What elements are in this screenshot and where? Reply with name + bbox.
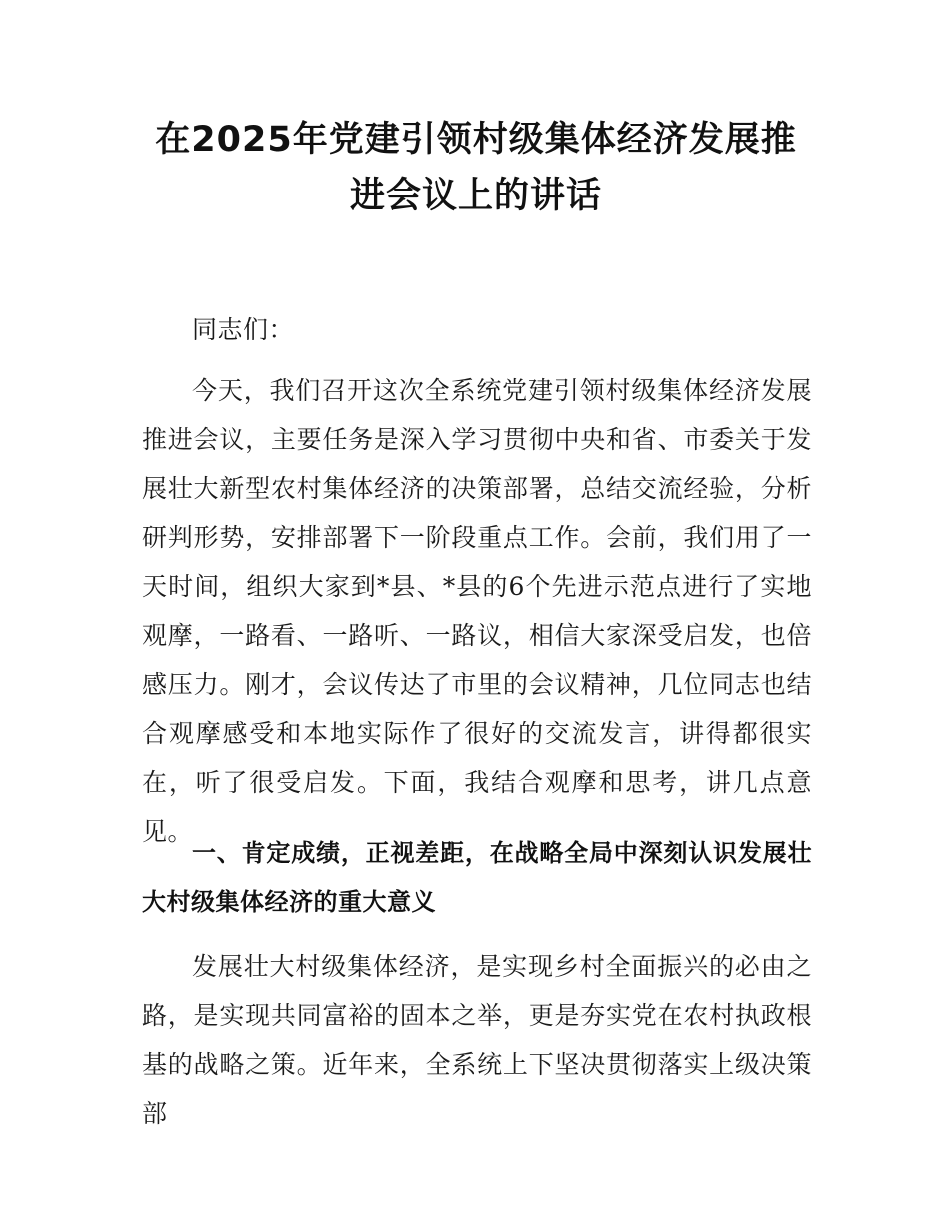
section-1-paragraph: 发展壮大村级集体经济，是实现乡村全面振兴的必由之路，是实现共同富裕的固本之举，更是夯实党在农村执政根基的战略之策。近年来，全系统上下坚决贯彻落实上级决策部: [142, 952, 812, 1128]
salutation: 同志们：: [192, 315, 295, 344]
section-heading-1: 一、肯定成绩，正视差距，在战略全局中深刻认识发展壮大村级集体经济的重大意义: [142, 839, 812, 916]
opening-paragraph: 今天，我们召开这次全系统党建引领村级集体经济发展推进会议，主要任务是深入学习贯彻中央和省、市委关于发展壮大新型农村集体经济的决策部署，总结交流经验，分析研判形势，安排部署下一阶段重点工作。会前，我们用了一天时间，组织大家到*县、*县的6个先进示范点进行了实地观摩，一路看、一路听、一路议，相信大家深受启发，也倍感压力。刚才，会议传达了市里的会议精神，几位同志也结合观摩感受和本地实际作了很好的交流发言，讲得都很实在，听了很受启发。下面，我结合观摩和思考，讲几点意见。: [142, 376, 812, 846]
document-title: 在2025年党建引领村级集体经济发展推进会议上的讲话: [155, 120, 797, 216]
